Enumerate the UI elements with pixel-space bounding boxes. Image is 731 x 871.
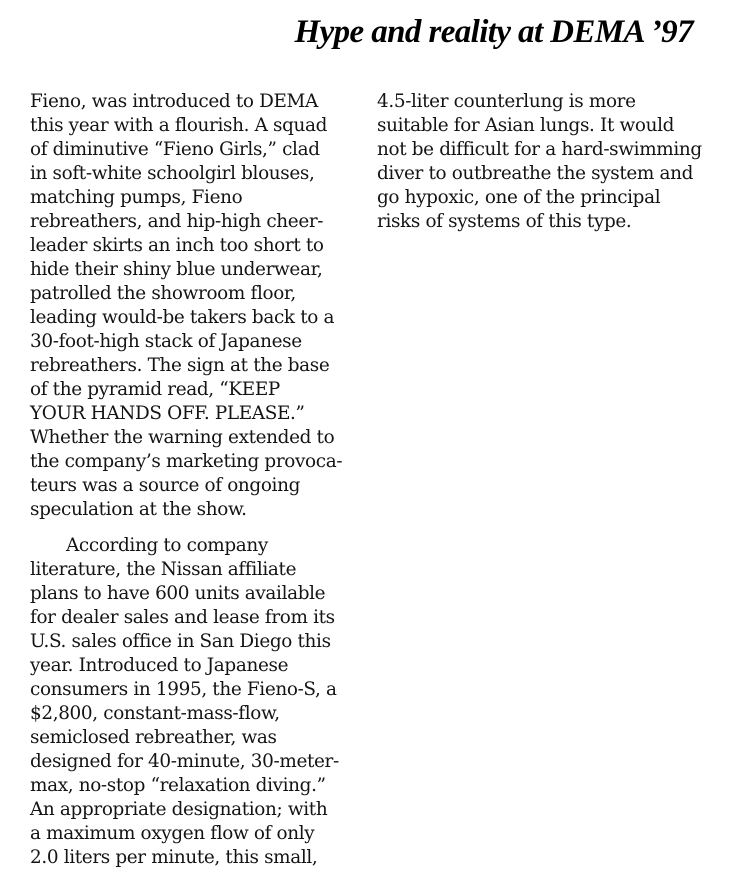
text-line: designed for 40-minute, 30-meter- bbox=[30, 751, 339, 772]
text-line: An appropriate designation; with bbox=[30, 799, 328, 820]
text-line: 2.0 liters per minute, this small, bbox=[30, 847, 318, 868]
text-line: year. Introduced to Japanese bbox=[30, 655, 289, 676]
page-title: Hype and reality at DEMA ’97 bbox=[294, 14, 693, 50]
text-line: this year with a flourish. A squad bbox=[30, 115, 328, 136]
text-line: rebreathers. The sign at the base bbox=[30, 355, 330, 376]
text-line: go hypoxic, one of the principal bbox=[377, 187, 661, 208]
text-line: $2,800, constant-mass-flow, bbox=[30, 703, 280, 724]
article-left-column bbox=[30, 90, 350, 870]
text-line: 30-foot-high stack of Japanese bbox=[30, 331, 302, 352]
text-line: Whether the warning extended to bbox=[30, 427, 335, 448]
paragraph-spacer bbox=[30, 522, 350, 534]
text-line: of the pyramid read, “KEEP bbox=[30, 379, 280, 400]
text-line: not be difficult for a hard-swimming bbox=[377, 139, 702, 160]
text-line: 4.5-liter counterlung is more bbox=[377, 91, 636, 112]
text-line: YOUR HANDS OFF. PLEASE.” bbox=[30, 403, 305, 424]
article-right-column bbox=[377, 90, 707, 234]
text-line: a maximum oxygen flow of only bbox=[30, 823, 315, 844]
text-line: plans to have 600 units available bbox=[30, 583, 326, 604]
text-line: patrolled the showroom floor, bbox=[30, 283, 296, 304]
article-paragraph bbox=[30, 90, 350, 522]
text-line: in soft-white schoolgirl blouses, bbox=[30, 163, 315, 184]
text-line: speculation at the show. bbox=[30, 499, 247, 520]
text-line: leader skirts an inch too short to bbox=[30, 235, 324, 256]
text-line: consumers in 1995, the Fieno-S, a bbox=[30, 679, 337, 700]
text-line: of diminutive “Fieno Girls,” clad bbox=[30, 139, 320, 160]
text-line: max, no-stop “relaxation diving.” bbox=[30, 775, 326, 796]
text-line: hide their shiny blue underwear, bbox=[30, 259, 323, 280]
article-paragraph bbox=[30, 534, 350, 870]
text-line: semiclosed rebreather, was bbox=[30, 727, 277, 748]
text-line: Fieno, was introduced to DEMA bbox=[30, 91, 318, 112]
text-line: U.S. sales office in San Diego this bbox=[30, 631, 331, 652]
text-line: suitable for Asian lungs. It would bbox=[377, 115, 675, 136]
text-line: teurs was a source of ongoing bbox=[30, 475, 301, 496]
article-paragraph bbox=[377, 90, 707, 234]
text-line: matching pumps, Fieno bbox=[30, 187, 243, 208]
text-line: diver to outbreathe the system and bbox=[377, 163, 694, 184]
text-line: leading would-be takers back to a bbox=[30, 307, 335, 328]
text-line: the company’s marketing provoca- bbox=[30, 451, 343, 472]
text-line: rebreathers, and hip-high cheer- bbox=[30, 211, 324, 232]
text-line: According to company bbox=[66, 535, 268, 556]
text-line: literature, the Nissan affiliate bbox=[30, 559, 297, 580]
text-line: for dealer sales and lease from its bbox=[30, 607, 335, 628]
text-line: risks of systems of this type. bbox=[377, 211, 632, 232]
